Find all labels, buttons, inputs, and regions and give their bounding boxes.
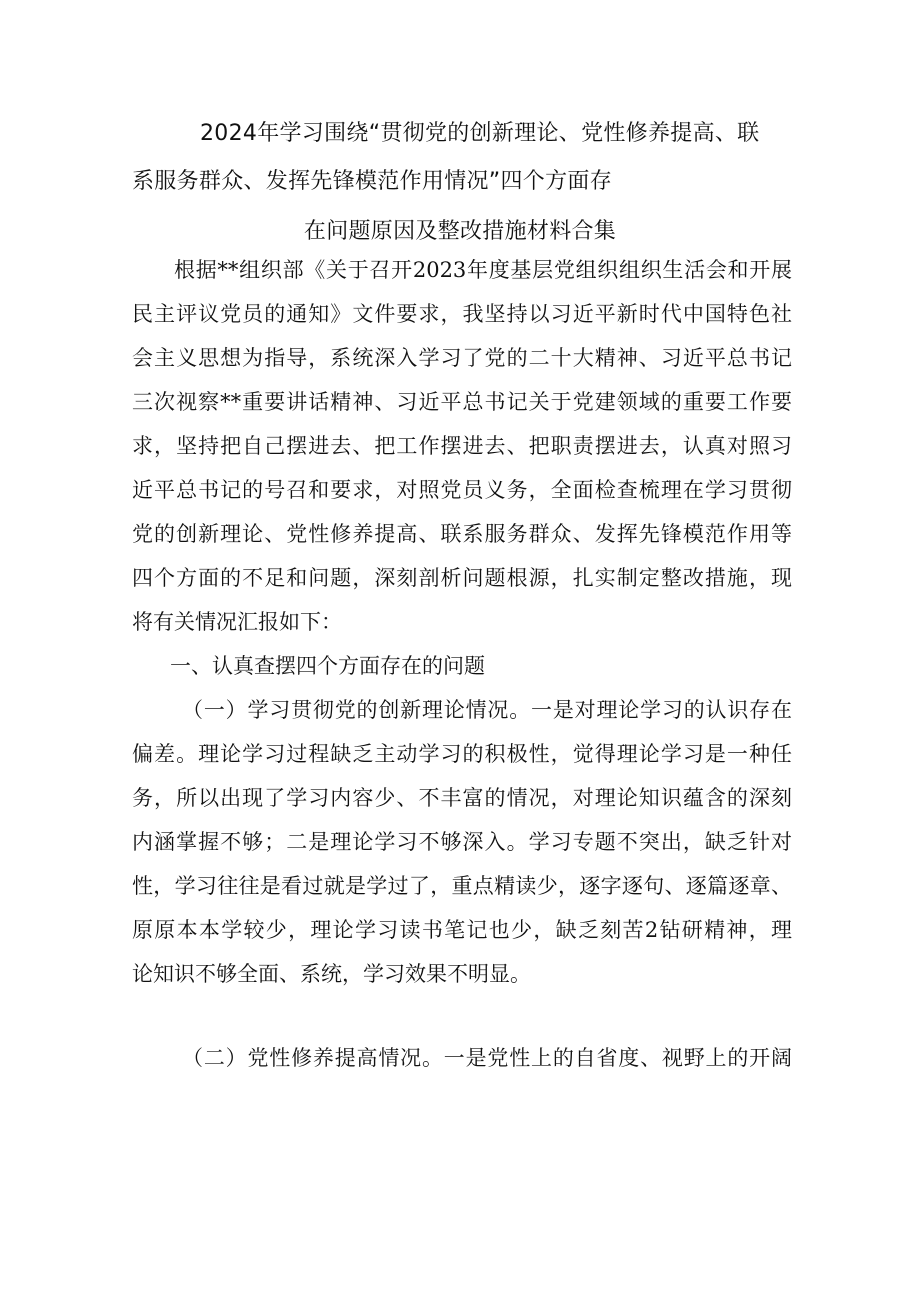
sub2-line-1: （二）党性修养提高情况。一是党性上的自省度、视野上的开阔	[182, 1046, 792, 1070]
intro-line-8: 四个方面的不足和问题，深刻剖析问题根源，扎实制定整改措施，现	[132, 566, 792, 590]
intro-line-5: 求，坚持把自己摆进去、把工作摆进去、把职责摆进去，认真对照习	[132, 434, 792, 458]
intro-line-1: 根据**组织部《关于召开2023年度基层党组织组织生活会和开展	[174, 258, 792, 282]
sub1-line-6: 原原本本学较少，理论学习读书笔记也少，缺乏刻苦2钻研精神，理	[132, 918, 792, 942]
sub1-line-5: 性，学习往往是看过就是学过了，重点精读少，逐字逐句、逐篇逐章、	[132, 874, 792, 898]
sub1-line-4: 内涵掌握不够；二是理论学习不够深入。学习专题不突出，缺乏针对	[132, 830, 792, 854]
sub1-line-1: （一）学习贯彻党的创新理论情况。一是对理论学习的认识存在	[182, 698, 792, 722]
intro-line-9: 将有关情况汇报如下：	[132, 610, 342, 634]
document-title-line-1: 2024年学习围绕“贯彻党的创新理论、党性修养提高、联	[200, 121, 760, 146]
intro-line-7: 党的创新理论、党性修养提高、联系服务群众、发挥先锋模范作用等	[132, 522, 792, 546]
intro-line-2: 民主评议党员的通知》文件要求，我坚持以习近平新时代中国特色社	[132, 302, 792, 326]
intro-line-6: 近平总书记的号召和要求，对照党员义务，全面检查梳理在学习贯彻	[132, 478, 792, 502]
sub1-line-3: 务，所以出现了学习内容少、不丰富的情况，对理论知识蕴含的深刻	[132, 786, 792, 810]
intro-line-3: 会主义思想为指导，系统深入学习了党的二十大精神、习近平总书记	[132, 346, 792, 370]
sub1-line-7: 论知识不够全面、系统，学习效果不明显。	[132, 962, 531, 986]
intro-line-4: 三次视察**重要讲话精神、习近平总书记关于党建领域的重要工作要	[132, 390, 792, 414]
document-title-line-2: 系服务群众、发挥先锋模范作用情况”四个方面存	[132, 169, 612, 194]
section-heading: 一、认真查摆四个方面存在的问题	[170, 654, 485, 678]
document-title-line-3: 在问题原因及整改措施材料合集	[303, 219, 617, 244]
sub1-line-2: 偏差。理论学习过程缺乏主动学习的积极性，觉得理论学习是一种任	[132, 742, 792, 766]
